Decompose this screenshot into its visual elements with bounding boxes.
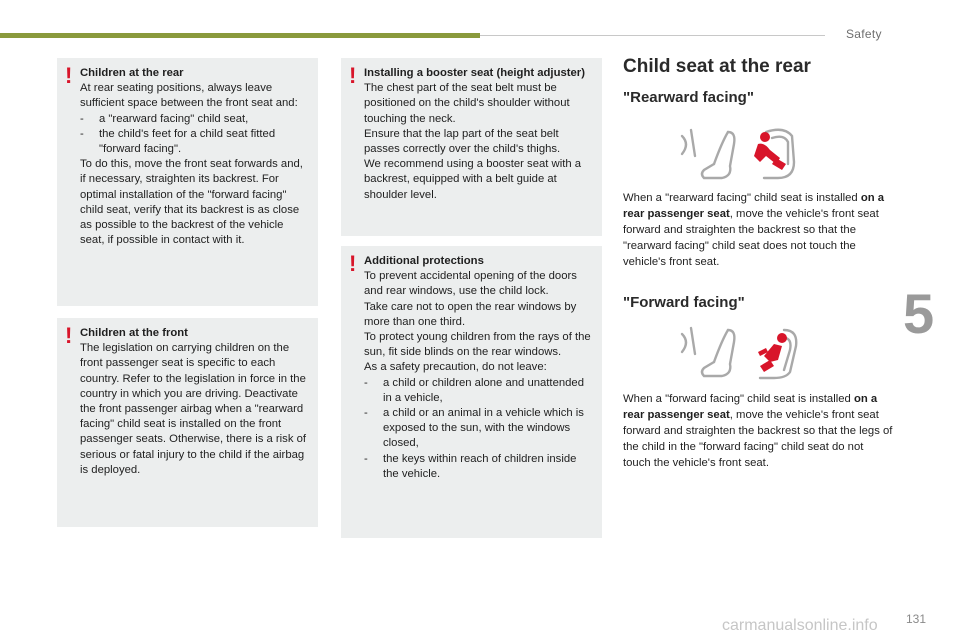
list-item: - a child or an animal in a vehicle which is exposed to the sun, with the windows closed, <box>364 407 584 450</box>
warning-text: The chest part of the seat belt must be positioned on the child's shoulder without touching the neck. <box>364 82 570 125</box>
section-title: Safety <box>846 27 882 41</box>
warning-text: To do this, move the front seat forwards and, if necessary, straighten its backrest. For optimal installation of the "forward facing" child seat, verify that its backrest is as close as possible to the backrest of the vehicle seat, if possible in contact with it. <box>80 158 303 247</box>
warning-icon: ! <box>65 63 73 88</box>
header-accent-bar <box>0 33 480 38</box>
list-item: - a child or children alone and unattended in a vehicle, <box>364 376 584 404</box>
rearward-child-seat-icon <box>674 122 824 184</box>
page-title: Child seat at the rear <box>623 56 811 77</box>
list-item: - a "rearward facing" child seat, <box>80 112 249 125</box>
warning-list <box>80 112 310 158</box>
warning-list <box>364 376 594 482</box>
warning-text: At rear seating positions, always leave sufficient space between the front seat and: <box>80 82 298 110</box>
warning-text: To prevent accidental opening of the doors and rear windows, use the child lock. <box>364 270 577 298</box>
warning-text: To protect young children from the rays of the sun, fit side blinds on the rear windows. <box>364 331 591 359</box>
warning-icon: ! <box>349 63 357 88</box>
page-number: 131 <box>906 612 927 626</box>
warning-icon: ! <box>349 251 357 276</box>
list-item: - the child's feet for a child seat fitted "forward facing". <box>80 127 276 156</box>
watermark: carmanualsonline.info <box>722 617 878 634</box>
warning-text: Take care not to open the rear windows by more than one third. <box>364 300 577 328</box>
list-item: - the keys within reach of children inside the vehicle. <box>364 452 577 480</box>
warning-title: Children at the rear <box>80 67 184 79</box>
rearward-text: When a "rearward facing" child seat is installed on a rear passenger seat, move the vehicle's front seat forward and straighten the backrest so that the "rearward facing" child seat does not touch the vehicle's front seat. <box>623 192 885 268</box>
warning-title: Installing a booster seat (height adjuster) <box>364 67 585 79</box>
warning-text: As a safety precaution, do not leave: <box>364 361 547 374</box>
warning-box-children-front <box>57 318 318 527</box>
warning-text: We recommend using a booster seat with a backrest, equipped with a belt guide at shoulder level. <box>364 158 582 201</box>
warning-box-booster-seat <box>341 58 602 236</box>
forward-child-seat-icon <box>674 322 824 384</box>
warning-text: The legislation on carrying children on the front passenger seat is specific to each country. Refer to the legislation in force in the country in which you are driving. Deactivate the front passenger airbag when a "rearward facing" child seat is installed on the front passenger seats. Otherwise, there is a risk of serious or fatal injury to the child if the airbag is deployed. <box>80 342 307 476</box>
subheading-rearward: "Rearward facing" <box>623 89 754 106</box>
warning-title: Children at the front <box>80 327 188 339</box>
subheading-forward: "Forward facing" <box>623 294 745 311</box>
chapter-number: 5 <box>903 282 935 345</box>
forward-text: When a "forward facing" child seat is installed on a rear passenger seat, move the vehicle's front seat forward and straighten the backrest so that the legs of the child in the "forward facing" child seat do not touch the vehicle's front seat. <box>623 393 893 469</box>
header-rule <box>480 35 825 36</box>
right-column <box>623 56 893 471</box>
warning-text: Ensure that the lap part of the seat belt passes correctly over the child's thighs. <box>364 127 561 156</box>
warning-box-additional-protections <box>341 246 602 538</box>
warning-box-children-rear <box>57 58 318 306</box>
warning-title: Additional protections <box>364 255 484 267</box>
warning-icon: ! <box>65 323 73 348</box>
